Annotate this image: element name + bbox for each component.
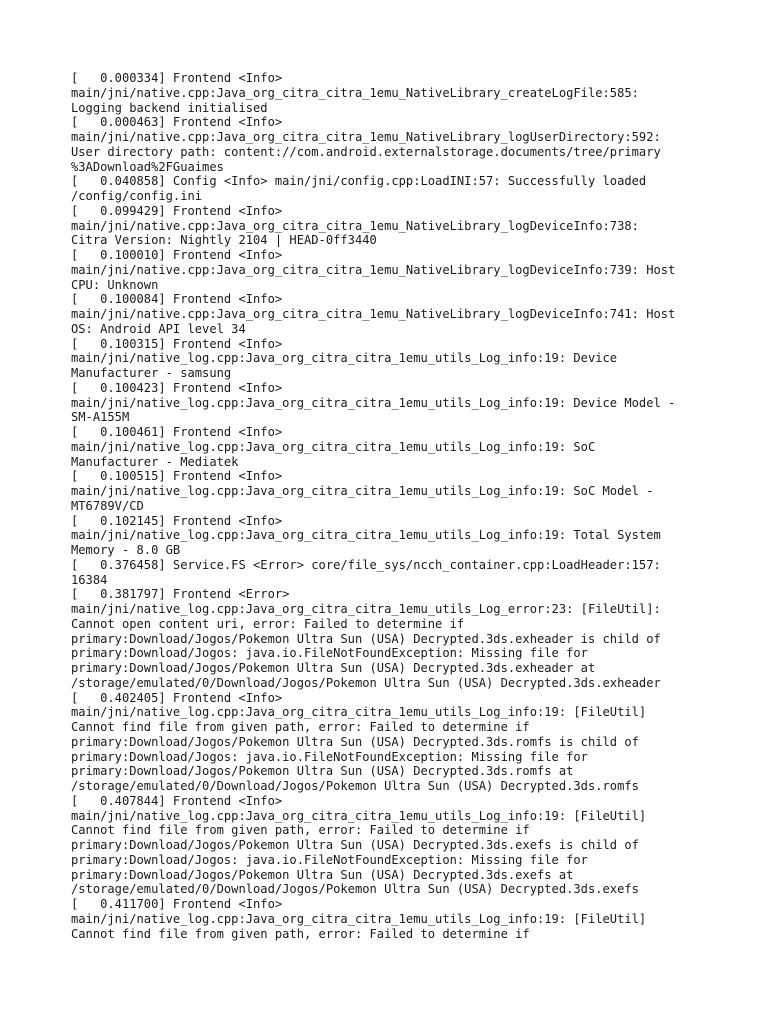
log-line: 16384 [71,572,108,587]
log-line: User directory path: content://com.android.externalstorage.documents/tree/primary [71,144,661,159]
log-line: main/jni/native_log.cpp:Java_org_citra_citra_1emu_utils_Log_info:19: [FileUtil] [71,911,647,926]
log-line: primary:Download/Jogos: java.io.FileNotFoundException: Missing file for [71,852,588,867]
log-line: primary:Download/Jogos/Pokemon Ultra Sun (USA) Decrypted.3ds.romfs at [71,764,574,779]
log-line: Memory - 8.0 GB [71,543,181,557]
log-line: main/jni/native.cpp:Java_org_citra_citra_1emu_NativeLibrary_logUserDirectory:592: [71,130,661,144]
log-line: main/jni/native.cpp:Java_org_citra_citra_1emu_NativeLibrary_logDeviceInfo:741: Host [71,307,676,321]
log-line: [ 0.102145] Frontend <Info> [71,513,283,528]
log-line: SM-A155M [71,410,130,425]
log-line: primary:Download/Jogos/Pokemon Ultra Sun (USA) Decrypted.3ds.exheader is child of [71,631,661,646]
log-line: CPU: Unknown [71,277,159,292]
log-line: main/jni/native_log.cpp:Java_org_citra_citra_1emu_utils_Log_info:19: SoC [71,439,596,454]
log-line: [ 0.411700] Frontend <Info> [71,897,283,911]
log-line: Cannot find file from given path, error: Failed to determine if [71,823,530,838]
log-line: main/jni/native_log.cpp:Java_org_citra_citra_1emu_utils_Log_error:23: [FileUtil]: [71,602,661,616]
log-line: primary:Download/Jogos/Pokemon Ultra Sun (USA) Decrypted.3ds.romfs is child of [71,734,639,749]
log-line: [ 0.100461] Frontend <Info> [71,425,283,439]
log-line: main/jni/native_log.cpp:Java_org_citra_citra_1emu_utils_Log_info:19: SoC Model - [71,484,654,498]
log-line: [ 0.100084] Frontend <Info> [71,292,283,307]
log-line: [ 0.376458] Service.FS <Error> core/file_sys/ncch_container.cpp:LoadHeader:157: [71,557,661,572]
log-line: MT6789V/CD [71,498,144,513]
log-line: Manufacturer - Mediatek [71,454,239,469]
log-line: [ 0.100315] Frontend <Info> [71,336,283,351]
log-line: [ 0.099429] Frontend <Info> [71,203,283,218]
log-line: [ 0.100423] Frontend <Info> [71,380,283,395]
log-line: Manufacturer - samsung [71,366,232,380]
log-line: main/jni/native_log.cpp:Java_org_citra_citra_1emu_utils_Log_info:19: Total System [71,528,661,543]
log-line: Cannot open content uri, error: Failed to determine if [71,616,465,631]
log-line: [ 0.402405] Frontend <Info> [71,690,283,705]
log-line: [ 0.000334] Frontend <Info> [71,71,283,85]
log-line: main/jni/native_log.cpp:Java_org_citra_citra_1emu_utils_Log_info:19: [FileUtil] [71,705,647,720]
log-line: OS: Android API level 34 [71,321,246,336]
log-line: Logging backend initialised [71,100,268,115]
log-line: %3ADownload%2FGuaimes [71,159,224,174]
log-line: main/jni/native_log.cpp:Java_org_citra_citra_1emu_utils_Log_info:19: [FileUtil] [71,808,647,823]
log-line: [ 0.000463] Frontend <Info> [71,115,283,130]
log-line: main/jni/native.cpp:Java_org_citra_citra_1emu_NativeLibrary_logDeviceInfo:739: Host [71,262,676,277]
log-line: main/jni/native.cpp:Java_org_citra_citra_1emu_NativeLibrary_createLogFile:585: [71,85,639,100]
log-line: [ 0.100010] Frontend <Info> [71,248,283,262]
log-line: /storage/emulated/0/Download/Jogos/Pokemon Ultra Sun (USA) Decrypted.3ds.exheader [71,675,661,690]
log-line: /config/config.ini [71,189,203,203]
log-line: main/jni/native.cpp:Java_org_citra_citra_1emu_NativeLibrary_logDeviceInfo:738: [71,218,639,233]
log-line: Cannot find file from given path, error: Failed to determine if [71,926,530,941]
log-line: primary:Download/Jogos/Pokemon Ultra Sun (USA) Decrypted.3ds.exheader at [71,661,596,675]
log-line: [ 0.407844] Frontend <Info> [71,793,283,808]
log-line: [ 0.040858] Config <Info> main/jni/config.cpp:LoadINI:57: Successfully loaded [71,174,647,189]
log-line: Cannot find file from given path, error: Failed to determine if [71,720,530,734]
log-line: primary:Download/Jogos: java.io.FileNotFoundException: Missing file for [71,749,588,764]
log-line: [ 0.100515] Frontend <Info> [71,469,283,484]
log-line: /storage/emulated/0/Download/Jogos/Pokemon Ultra Sun (USA) Decrypted.3ds.romfs [71,779,639,793]
log-line: main/jni/native_log.cpp:Java_org_citra_citra_1emu_utils_Log_info:19: Device Model - [71,395,676,410]
log-line: [ 0.381797] Frontend <Error> [71,587,290,602]
log-line: primary:Download/Jogos/Pokemon Ultra Sun (USA) Decrypted.3ds.exefs at [71,867,574,882]
log-text-body [71,71,731,941]
log-line: main/jni/native_log.cpp:Java_org_citra_citra_1emu_utils_Log_info:19: Device [71,351,618,366]
log-line: Citra Version: Nightly 2104 | HEAD-0ff3440 [71,233,377,248]
log-line: /storage/emulated/0/Download/Jogos/Pokemon Ultra Sun (USA) Decrypted.3ds.exefs [71,882,639,897]
log-line: primary:Download/Jogos/Pokemon Ultra Sun (USA) Decrypted.3ds.exefs is child of [71,838,639,852]
log-line: primary:Download/Jogos: java.io.FileNotFoundException: Missing file for [71,646,588,661]
